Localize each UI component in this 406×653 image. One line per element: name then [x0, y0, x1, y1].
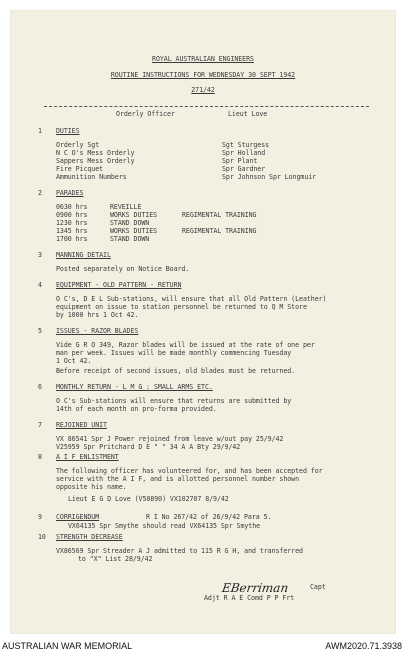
- orderly-officer-label: Orderly Officer: [116, 110, 175, 118]
- header-divider: [44, 106, 369, 107]
- section-heading-issues: ISSUES - RAZOR BLADES: [56, 327, 139, 335]
- duty-role: Ammunition Numbers: [56, 173, 127, 181]
- body-line: O C's Sub-stations will ensure that returns are submitted by: [56, 397, 292, 405]
- document-page: [10, 10, 396, 634]
- duty-role: Sappers Mess Orderly: [56, 157, 135, 165]
- parade-event: WORKS DUTIES: [110, 211, 158, 219]
- body-line: 1 Oct 42.: [56, 357, 92, 365]
- section-number: 2: [38, 189, 42, 197]
- parade-extra: REGIMENTAL TRAINING: [182, 227, 257, 235]
- section-number: 8: [38, 453, 42, 461]
- archive-name: AUSTRALIAN WAR MEMORIAL: [2, 641, 133, 651]
- body-line: opposite his name.: [56, 483, 127, 491]
- parade-time: 0630 hrs: [56, 203, 88, 211]
- document-title: ROUTINE INSTRUCTIONS FOR WEDNESDAY 30 SEPT 1942: [110, 71, 296, 79]
- body-line: Posted separately on Notice Board.: [56, 265, 190, 273]
- section-heading-rejoined: REJOINED UNIT: [56, 421, 107, 429]
- parade-time: 1345 hrs: [56, 227, 88, 235]
- section-heading-duties: DUTIES: [56, 127, 80, 135]
- section-heading-monthly: MONTHLY RETURN - L M G : SMALL ARMS ETC.: [56, 383, 213, 391]
- section-heading-strength: STRENGTH DECREASE: [56, 533, 123, 541]
- signature-title: Adjt R A E Comd P P Frt: [204, 594, 295, 602]
- section-heading-equipment: EQUIPMENT - OLD PATTERN - RETURN: [56, 281, 182, 289]
- signature-rank: Capt: [310, 583, 326, 591]
- body-line: to "X" List 28/9/42: [78, 555, 153, 563]
- section-number: 4: [38, 281, 42, 289]
- orderly-officer-name: Lieut Love: [228, 110, 268, 118]
- duty-role: Orderly Sgt: [56, 141, 100, 149]
- duty-name: Spr Gardner: [222, 165, 266, 173]
- parade-event: STAND DOWN: [110, 235, 150, 243]
- body-line: equipment on issue to station personnel be returned to Q M Store: [56, 303, 307, 311]
- handwritten-signature: EBerriman: [221, 581, 290, 595]
- body-line: service with the A I F, and is allotted personnel number shown: [56, 475, 300, 483]
- section-number: 5: [38, 327, 42, 335]
- section-number: 6: [38, 383, 42, 391]
- body-line: VX86569 Spr Streader A J admitted to 115 R G H, and transferred: [56, 547, 303, 555]
- parade-event: REVEILLE: [110, 203, 142, 211]
- duty-name: Spr Johnson Spr Longmuir: [222, 173, 317, 181]
- duty-name: Spr Holland: [222, 149, 266, 157]
- section-number: 7: [38, 421, 42, 429]
- duty-role: N C O's Mess Orderly: [56, 149, 135, 157]
- body-line: Lieut E G D Love (V50890) VX102707 8/9/42: [68, 495, 229, 503]
- parade-time: 1700 hrs: [56, 235, 88, 243]
- body-line: 14th of each month on pro-forma provided.: [56, 405, 217, 413]
- body-line: man per week. Issues will be made monthly commencing Tuesday: [56, 349, 292, 357]
- body-line: Before receipt of second issues, old blades must be returned.: [56, 367, 296, 375]
- body-line: by 1000 hrs 1 Oct 42.: [56, 311, 139, 319]
- duty-name: Sgt Sturgess: [222, 141, 270, 149]
- unit-heading: ROYAL AUSTRALIAN ENGINEERS: [152, 55, 254, 63]
- section-heading-parades: PARADES: [56, 189, 84, 197]
- body-line: R I No 267/42 of 26/9/42 Para 5.: [146, 513, 272, 521]
- body-line: The following officer has volunteered for, and has been accepted for: [56, 467, 323, 475]
- section-heading-manning: MANNING DETAIL: [56, 251, 111, 259]
- parade-time: 1230 hrs: [56, 219, 88, 227]
- archive-accession-number: AWM2020.71.3938: [325, 641, 402, 651]
- body-line: VX 86541 Spr J Power rejoined from leave w/out pay 25/9/42: [56, 435, 284, 443]
- section-number: 9: [38, 513, 42, 521]
- section-number: 1: [38, 127, 42, 135]
- body-line: VX64135 Spr Smythe should read VX64135 Spr Smythe: [68, 522, 261, 530]
- duty-name: Spr Plant: [222, 157, 258, 165]
- section-number: 3: [38, 251, 42, 259]
- parade-extra: REGIMENTAL TRAINING: [182, 211, 257, 219]
- archive-footer: [0, 637, 406, 653]
- body-line: V25959 Spr Pritchard D E " " 34 A A Bty 29/9/42: [56, 443, 241, 451]
- instruction-number: 271/42: [191, 86, 215, 94]
- section-number: 10: [38, 533, 46, 541]
- body-line: Vide G R O 349, Razor blades will be issued at the rate of one per: [56, 341, 315, 349]
- parade-event: STAND DOWN: [110, 219, 150, 227]
- duty-role: Fire Picquet: [56, 165, 104, 173]
- section-heading-aif: A I F ENLISTMENT: [56, 453, 119, 461]
- parade-time: 0900 hrs: [56, 211, 88, 219]
- body-line: O C's, D E L Sub-stations, will ensure that all Old Pattern (Leather): [56, 295, 327, 303]
- section-heading-corrigendum: CORRIGENDUM: [56, 513, 100, 521]
- parade-event: WORKS DUTIES: [110, 227, 158, 235]
